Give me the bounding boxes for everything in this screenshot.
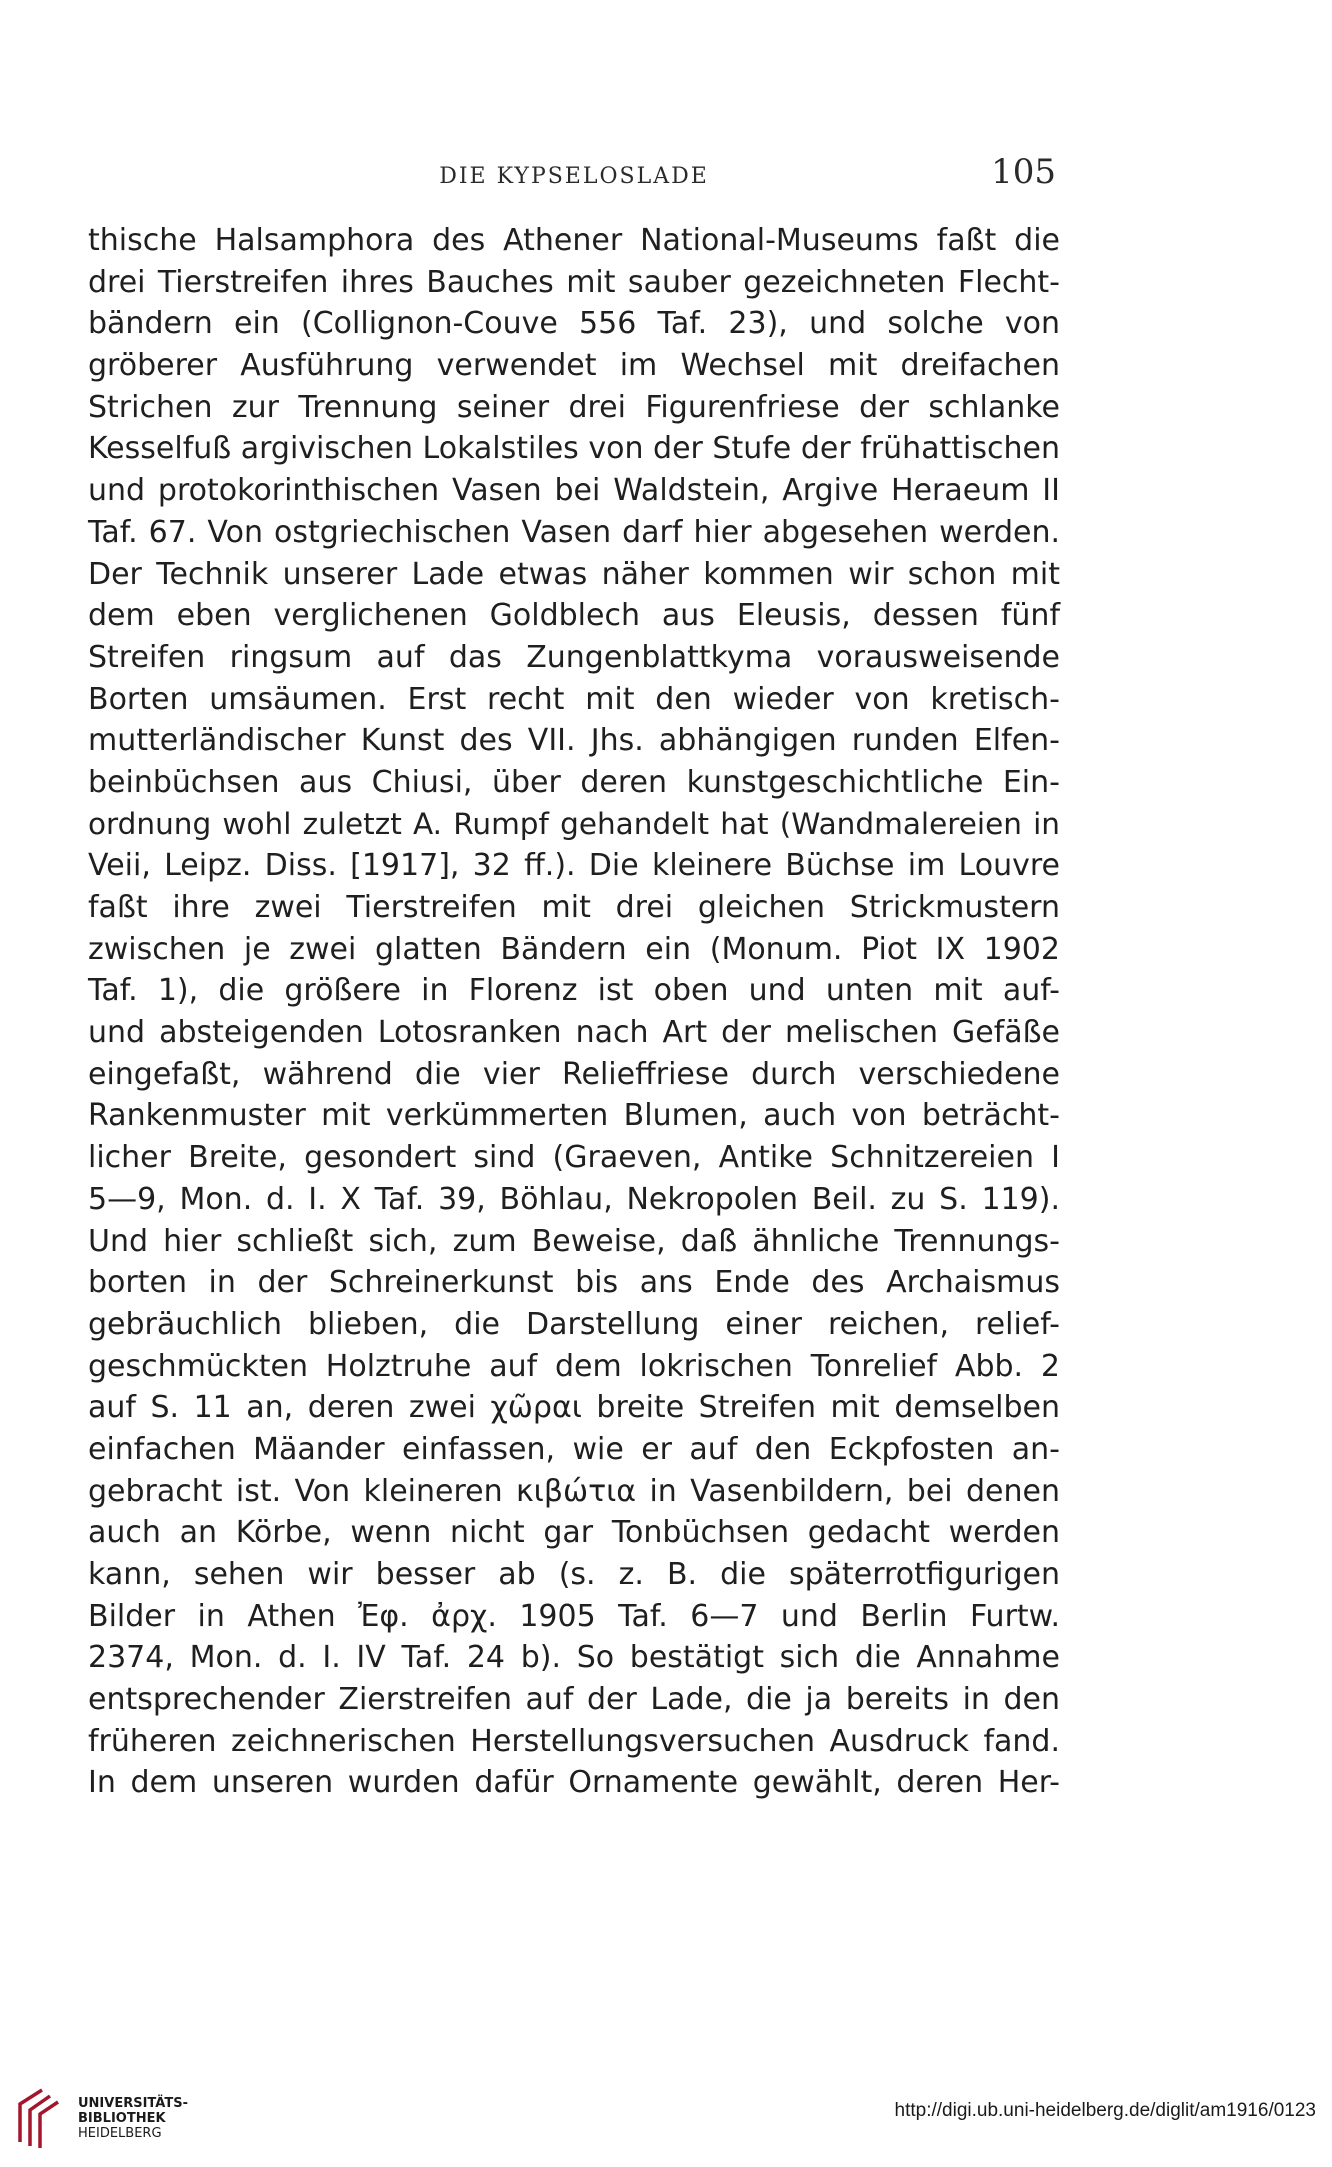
- text-line: Streifen ringsum auf das Zungenblattkyma vorausweisende: [88, 639, 1060, 675]
- library-logo[interactable]: [12, 2082, 232, 2154]
- text-line: kann, sehen wir besser ab (s. z. B. die späterrotfigurigen: [88, 1557, 1060, 1592]
- logo-line-3: HEIDELBERG: [78, 2126, 162, 2141]
- running-title: DIE KYPSELOSLADE: [439, 164, 709, 189]
- source-url-link[interactable]: http://digi.ub.uni-heidelberg.de/diglit/am1916/0123: [894, 2100, 1316, 2121]
- text-line: faßt ihre zwei Tierstreifen mit drei gleichen Strickmustern: [88, 890, 1060, 925]
- text-line: 2374, Mon. d. I. IV Taf. 24 b). So bestätigt sich die Annahme: [88, 1640, 1060, 1676]
- text-line: gebracht ist. Von kleineren κιβώτια in Vasenbildern, bei denen: [88, 1473, 1060, 1509]
- text-line: früheren zeichnerischen Herstellungsversuchen Ausdruck fand.: [88, 1723, 1060, 1759]
- library-logo-text: [78, 2096, 188, 2141]
- text-line: Taf. 1), die größere in Florenz ist oben und unten mit auf-: [88, 973, 1060, 1009]
- text-line: thische Halsamphora des Athener National-Museums faßt die: [88, 223, 1060, 258]
- text-line: und absteigenden Lotosranken nach Art der melischen Gefäße: [88, 1015, 1060, 1051]
- text-line: borten in der Schreinerkunst bis ans Ende des Archaismus: [88, 1265, 1060, 1301]
- body-text: [88, 220, 1060, 1804]
- text-line: beinbüchsen aus Chiusi, über deren kunstgeschichtliche Ein-: [88, 764, 1060, 800]
- text-line: bändern ein (Collignon-Couve 556 Taf. 23), und solche von: [88, 306, 1060, 342]
- text-line: ordnung wohl zuletzt A. Rumpf gehandelt hat (Wandmalereien in: [88, 806, 1060, 841]
- text-line: licher Breite, gesondert sind (Graeven, Antike Schnitzereien I: [88, 1140, 1060, 1176]
- text-line: Der Technik unserer Lade etwas näher kommen wir schon mit: [88, 556, 1060, 592]
- text-line: gröberer Ausführung verwendet im Wechsel mit dreifachen: [88, 348, 1060, 384]
- text-line: Veii, Leipz. Diss. [1917], 32 ff.). Die kleinere Büchse im Louvre: [88, 848, 1060, 884]
- page-number: 105: [991, 152, 1056, 192]
- logo-line-1: UNIVERSITÄTS-: [78, 2096, 188, 2111]
- page-footer: [0, 2070, 1332, 2167]
- text-line: zwischen je zwei glatten Bändern ein (Monum. Piot IX 1902: [88, 931, 1060, 967]
- text-line: auch an Körbe, wenn nicht gar Tonbüchsen gedacht werden: [88, 1515, 1060, 1551]
- text-line: Borten umsäumen. Erst recht mit den wieder von kretisch-: [88, 681, 1060, 717]
- text-line: drei Tierstreifen ihres Bauches mit sauber gezeichneten Flecht-: [88, 264, 1060, 300]
- text-line: mutterländischer Kunst des VII. Jhs. abhängigen runden Elfen-: [88, 723, 1060, 759]
- text-line: eingefaßt, während die vier Relieffriese durch verschiedene: [88, 1056, 1060, 1092]
- text-line: Strichen zur Trennung seiner drei Figurenfriese der schlanke: [88, 389, 1060, 425]
- library-logo-icon: [12, 2086, 70, 2150]
- text-line: einfachen Mäander einfassen, wie er auf den Eckpfosten an-: [88, 1431, 1060, 1467]
- text-line: dem eben verglichenen Goldblech aus Eleusis, dessen fünf: [88, 598, 1060, 634]
- text-line: Kesselfuß argivischen Lokalstiles von der Stufe der frühattischen: [88, 431, 1060, 467]
- text-line: entsprechender Zierstreifen auf der Lade, die ja bereits in den: [88, 1682, 1060, 1718]
- logo-line-2: BIBLIOTHEK: [78, 2111, 166, 2126]
- text-line: Taf. 67. Von ostgriechischen Vasen darf hier abgesehen werden.: [88, 514, 1060, 550]
- text-line: auf S. 11 an, deren zwei χῶραι breite Streifen mit demselben: [88, 1390, 1060, 1426]
- text-line: Bilder in Athen Ἐφ. ἀρχ. 1905 Taf. 6—7 und Berlin Furtw.: [88, 1598, 1060, 1634]
- page-header: [88, 150, 1060, 200]
- text-line: Rankenmuster mit verkümmerten Blumen, auch von beträcht-: [88, 1098, 1060, 1134]
- text-line: In dem unseren wurden dafür Ornamente gewählt, deren Her-: [88, 1765, 1060, 1801]
- text-line: 5—9, Mon. d. I. X Taf. 39, Böhlau, Nekropolen Beil. zu S. 119).: [88, 1181, 1060, 1217]
- text-line: geschmückten Holztruhe auf dem lokrischen Tonrelief Abb. 2: [88, 1348, 1060, 1384]
- text-line: gebräuchlich blieben, die Darstellung einer reichen, relief-: [88, 1306, 1060, 1342]
- text-line: Und hier schließt sich, zum Beweise, daß ähnliche Trennungs-: [88, 1223, 1060, 1259]
- text-line: und protokorinthischen Vasen bei Waldstein, Argive Heraeum II: [88, 473, 1060, 509]
